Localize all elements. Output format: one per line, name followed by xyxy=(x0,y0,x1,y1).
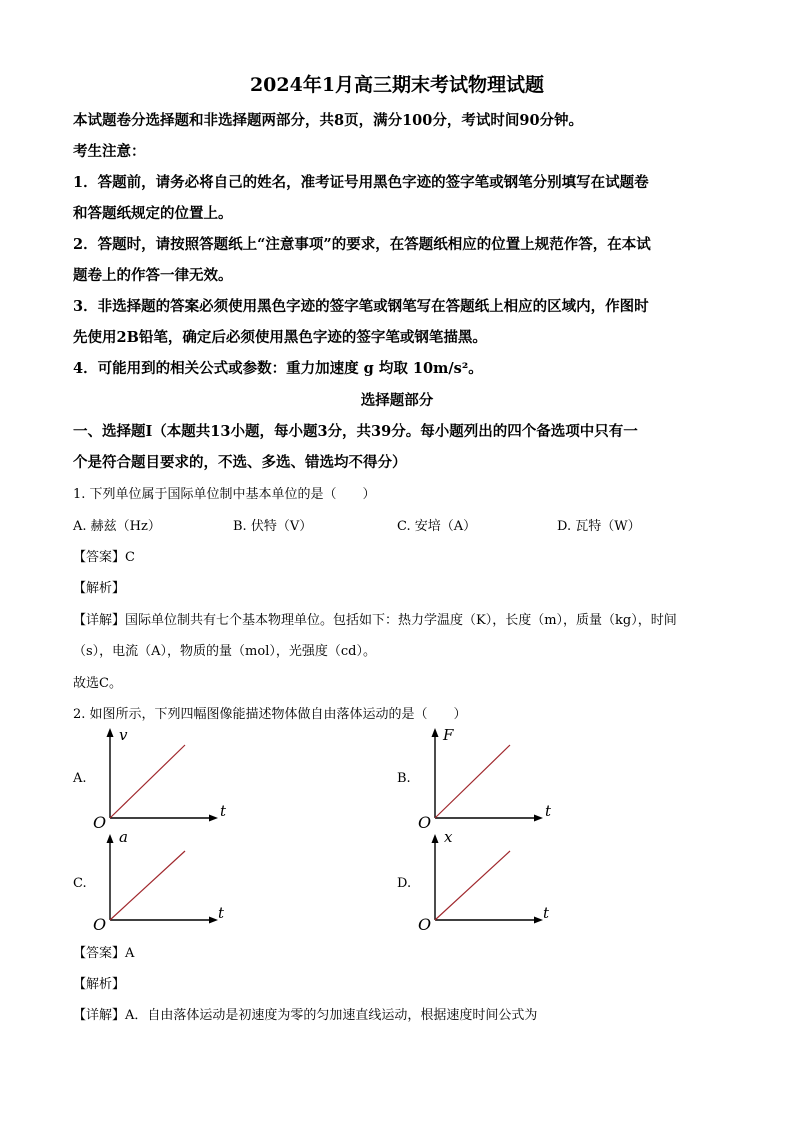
graph-line xyxy=(435,851,510,920)
q2-analysis: 【解析】 xyxy=(73,977,126,992)
q2-graph-d xyxy=(415,828,555,939)
x-axis-arrow xyxy=(209,917,218,924)
intro-text: 本试题卷分选择题和非选择题两部分，共8页，满分100分，考试时间90分钟。 xyxy=(73,112,584,129)
origin-label: O xyxy=(93,915,107,934)
y-axis-arrow xyxy=(432,834,439,843)
q2-option-d-label: D. xyxy=(397,876,412,891)
q1-detail: 【详解】国际单位制共有七个基本物理单位。包括如下：热力学温度（K），长度（m），质量（kg），时间 xyxy=(73,613,677,628)
x-axis-arrow xyxy=(534,917,543,924)
origin-label: O xyxy=(418,813,432,832)
x-axis-label: t xyxy=(545,802,552,820)
y-axis-arrow xyxy=(107,728,114,737)
q1-option-d: D. 瓦特（W） xyxy=(557,519,641,534)
q2-graph-a xyxy=(90,728,230,833)
section-title: 选择题部分 xyxy=(360,392,434,409)
notice-line: 和答题纸规定的位置上。 xyxy=(73,205,233,222)
y-axis-label: a xyxy=(119,828,128,846)
q1-detail: （s），电流（A），物质的量（mol），光强度（cd）。 xyxy=(73,644,376,659)
notice-line: 先使用2B铅笔，确定后必须使用黑色字迹的签字笔或钢笔描黑。 xyxy=(73,329,487,346)
x-axis-label: t xyxy=(543,904,550,922)
q1-answer: 【答案】C xyxy=(73,550,135,565)
q1-option-a: A. 赫兹（Hz） xyxy=(73,519,161,534)
q2-stem: 2. 如图所示，下列四幅图像能描述物体做自由落体运动的是（ ） xyxy=(73,707,467,722)
origin-label: O xyxy=(418,915,432,934)
y-axis-label: F xyxy=(443,726,454,744)
q1-option-b: B. 伏特（V） xyxy=(233,519,313,534)
q1-analysis: 【解析】 xyxy=(73,581,126,596)
graph-line xyxy=(435,745,510,818)
notice-heading: 考生注意： xyxy=(73,143,146,160)
part1-heading: 一、选择题Ⅰ（本题共13小题，每小题3分，共39分。每小题列出的四个备选项中只有一 xyxy=(73,423,638,440)
q2-graph-c xyxy=(90,828,230,939)
x-axis-label: t xyxy=(220,802,227,820)
graph-line xyxy=(110,745,185,818)
origin-label: O xyxy=(93,813,107,832)
graph-line xyxy=(110,851,185,920)
x-axis-arrow xyxy=(209,815,218,822)
q2-option-b-label: B. xyxy=(397,771,411,786)
q2-detail: 【详解】A．自由落体运动是初速度为零的匀加速直线运动，根据速度时间公式为 xyxy=(73,1008,538,1023)
q2-answer: 【答案】A xyxy=(73,946,135,961)
q2-option-c-label: C. xyxy=(73,876,87,891)
q2-option-a-label: A. xyxy=(73,771,87,786)
q1-conclusion: 故选C。 xyxy=(73,676,122,691)
x-axis-label: t xyxy=(218,904,225,922)
notice-line: 4．可能用到的相关公式或参数：重力加速度 g 均取 10m/s²。 xyxy=(73,360,483,377)
q1-stem: 1. 下列单位属于国际单位制中基本单位的是（ ） xyxy=(73,487,376,502)
q1-option-c: C. 安培（A） xyxy=(397,519,477,534)
notice-line: 2．答题时，请按照答题纸上“注意事项”的要求，在答题纸相应的位置上规范作答，在本试 xyxy=(73,236,651,253)
y-axis-label: v xyxy=(119,726,128,744)
notice-line: 1．答题前，请务必将自己的姓名，准考证号用黑色字迹的签字笔或钢笔分别填写在试题卷 xyxy=(73,174,649,191)
y-axis-arrow xyxy=(432,728,439,737)
notice-line: 3．非选择题的答案必须使用黑色字迹的签字笔或钢笔写在答题纸上相应的区域内，作图时 xyxy=(73,298,649,315)
x-axis-arrow xyxy=(534,815,543,822)
y-axis-arrow xyxy=(107,834,114,843)
q2-graph-b xyxy=(415,728,555,833)
part1-heading: 个是符合题目要求的，不选、多选、错选均不得分） xyxy=(73,454,407,471)
notice-line: 题卷上的作答一律无效。 xyxy=(73,267,233,284)
page-title: 2024年1月高三期末考试物理试题 xyxy=(249,74,545,96)
y-axis-label: x xyxy=(444,828,453,846)
